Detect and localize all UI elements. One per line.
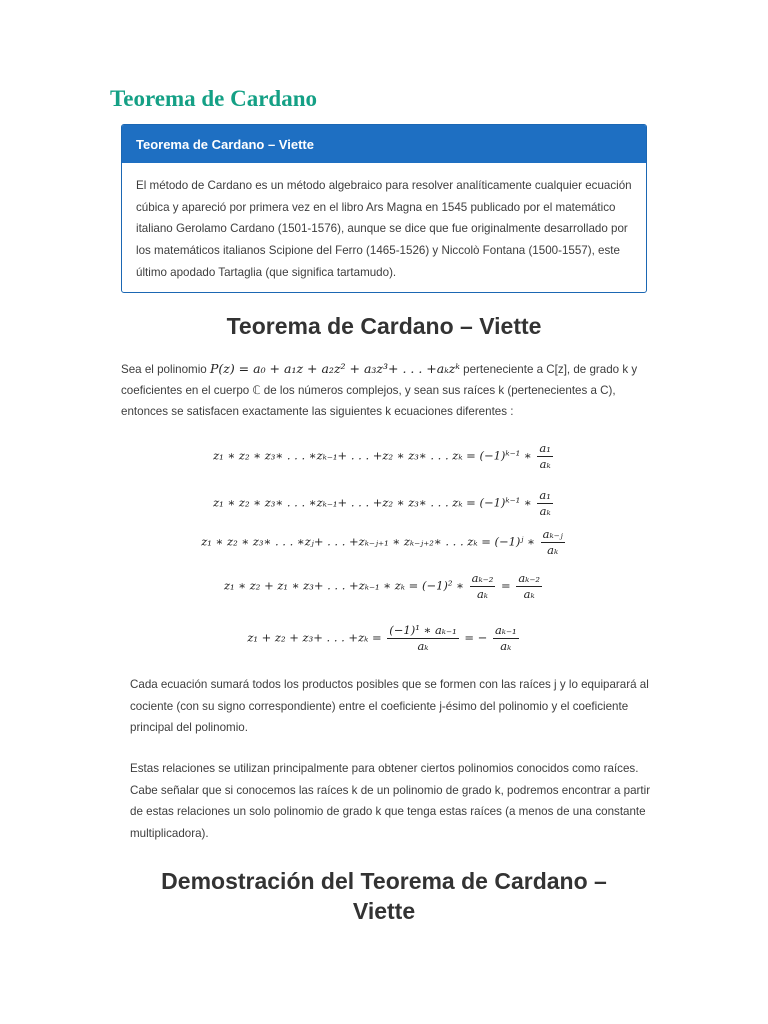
heading-line-1: Demostración del Teorema de Cardano – (161, 868, 607, 894)
equation-lhs: z₁ ∗ z₂ + z₁ ∗ z₃+ . . . +zₖ₋₁ ∗ zₖ = (−1)² ∗ (223, 578, 464, 593)
equation-2 (0, 488, 768, 519)
fraction-numerator: a₁ (539, 441, 551, 455)
fraction-denominator: aₖ (539, 457, 551, 471)
fraction-numerator: a₁ (539, 488, 551, 502)
equation-lhs: z₁ ∗ z₂ ∗ z₃∗ . . . ∗zₖ₋₁+ . . . +z₂ ∗ z₃∗ . . . zₖ = (−1)ᵏ⁻¹ ∗ (213, 495, 532, 510)
equation-4 (0, 571, 768, 602)
fraction (537, 488, 552, 519)
fraction (541, 527, 565, 558)
equation-lhs: z₁ + z₂ + z₃+ . . . +zₖ = (247, 630, 382, 645)
fraction-numerator: aₖ₋₂ (471, 571, 494, 585)
fraction-numerator: aₖ₋₁ (494, 623, 517, 637)
fraction (387, 623, 458, 654)
paragraph-relations-usage: Estas relaciones se utilizan principalmente para obtener ciertos polinomios conocidos como raíces. Cabe señalar que si conocemos las raíces k de un polinomio de grado k, podremos encontrar a partir de estas relaciones un solo polinomio de grado k que tenga estas raíces (a menos de una constante multiplicadora). (130, 762, 651, 840)
intro-paragraph (121, 358, 661, 422)
equation-1 (0, 441, 768, 472)
info-box-header: Teorema de Cardano – Viette (122, 125, 646, 163)
info-box-body: El método de Cardano es un método algebraico para resolver analíticamente cualquier ecuación cúbica y apareció por primera vez en el libro Ars Magna en 1545 publicado por el matemático italiano Gerolamo Cardano (1501-1576), aunque se dice que fue originalmente desarrollado por los matemáticos italianos Scipione del Ferro (1465-1526) y Niccolò Fontana (1500-1557), este último apodado Tartaglia (que significa tartamudo). (136, 179, 632, 279)
fraction (470, 571, 496, 602)
info-box (121, 124, 647, 293)
polynomial-formula: P(z) = a₀ + a₁z + a₂z² + a₃z³+ . . . +aₖzᵏ (209, 361, 460, 376)
fraction (493, 623, 519, 654)
fraction (537, 441, 552, 472)
fraction-denominator: aₖ (539, 504, 551, 518)
fraction-numerator: aₖ₋₂ (518, 571, 541, 585)
fraction-denominator: aₖ (476, 587, 489, 601)
fraction-numerator: aₖ₋ⱼ (542, 527, 563, 541)
equation-3 (0, 527, 768, 558)
fraction-denominator: aₖ (417, 639, 429, 653)
equation-mid: = (501, 578, 511, 593)
equation-5 (0, 623, 768, 654)
equation-lhs: z₁ ∗ z₂ ∗ z₃∗ . . . ∗zⱼ+ . . . +zₖ₋ⱼ₊₁ ∗ zₖ₋ⱼ₊₂∗ . . . zₖ = (−1)ʲ ∗ (201, 534, 535, 549)
fraction-denominator: aₖ (523, 587, 535, 601)
fraction (516, 571, 542, 602)
equation-mid: = − (464, 630, 488, 645)
section-heading-viette: Teorema de Cardano – Viette (226, 313, 542, 339)
fraction-denominator: aₖ (500, 639, 512, 653)
paragraph-equations-explained: Cada ecuación sumará todos los productos posibles que se formen con las raíces j y lo equiparará al cociente (con su signo correspondiente) entre el coeficiente j-ésimo del polinomio y el coeficiente principal del polinomio. (130, 678, 649, 734)
equation-lhs: z₁ ∗ z₂ ∗ z₃∗ . . . ∗zₖ₋₁+ . . . +z₂ ∗ z₃∗ . . . zₖ = (−1)ᵏ⁻¹ ∗ (213, 448, 532, 463)
heading-line-2: Viette (352, 898, 416, 924)
fraction-numerator: (−1)¹ ∗ aₖ₋₁ (389, 623, 457, 637)
fraction-denominator: aₖ (547, 543, 559, 557)
page-title: Teorema de Cardano (110, 86, 317, 111)
section-heading-demostracion (0, 866, 768, 926)
intro-text-before: Sea el polinomio (121, 363, 210, 376)
intro-text-after: perteneciente a C[z], de grado k y coeficientes en el cuerpo ℂ de los números complejos, y sean sus raíces k (pertenecientes a C), entonces se satisfacen exactamente las siguientes k ecuaciones diferentes : (121, 363, 638, 418)
